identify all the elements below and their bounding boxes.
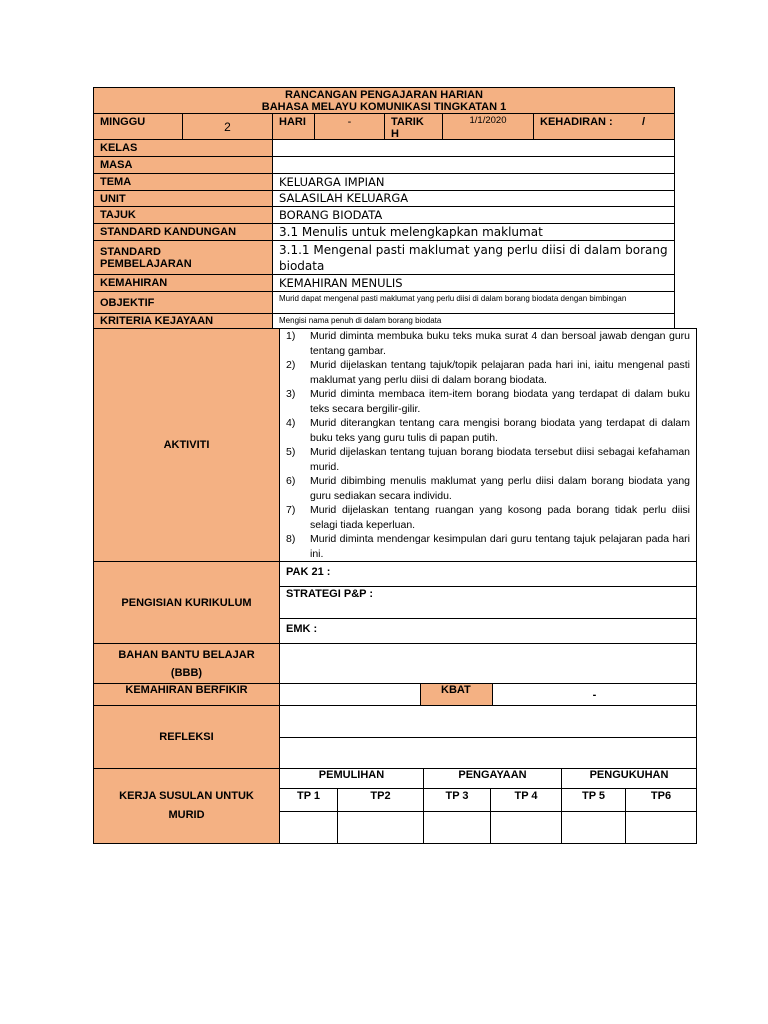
tajuk-label: TAJUK [93,206,273,224]
aktiviti-item: Murid dijelaskan tentang ruangan yang kosong pada borang tidak perlu diisi selagi tiada keperluan. [310,504,690,531]
aktiviti-item: Murid dijelaskan tentang tajuk/topik pelajaran pada hari ini, iaitu mengenal pasti maklumat yang perlu diisi di dalam borang biodata. [310,359,690,386]
tp4-header: TP 4 [490,788,562,812]
tajuk-value: BORANG BIODATA [272,206,675,224]
bbb-label: BAHAN BANTU BELAJAR (BBB) [93,643,280,684]
kehadiran-label: KEHADIRAN : [540,116,613,128]
standard-pembelajaran-label: STANDARD PEMBELAJARAN [93,240,273,275]
tp1-header: TP 1 [279,788,338,812]
pemulihan-header: PEMULIHAN [279,768,424,789]
kemahiran-value: KEMAHIRAN MENULIS [272,274,675,292]
aktiviti-item: Murid diterangkan tentang cara mengisi borang biodata yang terdapat di dalam buku teks yang guru tulis di papan putih. [310,417,690,444]
aktiviti-item: Murid dibimbing menulis maklumat yang perlu diisi dalam borang biodata yang guru sediakan secara individu. [310,475,690,502]
tarikh-value: 1/1/2020 [442,113,534,140]
tp5-value [561,811,626,844]
bbb-value [279,643,697,684]
kehadiran-cell [533,113,675,140]
pengisian-kurikulum-label: PENGISIAN KURIKULUM [93,561,280,644]
tp6-value [625,811,697,844]
hari-value: - [314,113,385,140]
refleksi-row-2 [279,737,697,769]
tp2-header: TP2 [337,788,424,812]
tp3-header: TP 3 [423,788,491,812]
minggu-label: MINGGU [93,113,183,140]
kemahiran-berfikir-value [279,683,421,706]
emk-cell: EMK : [279,618,697,644]
pengukuhan-header: PENGUKUHAN [561,768,697,789]
aktiviti-item: Murid diminta membuka buku teks muka surat 4 dan bersoal jawab dengan guru tentang gambar. [310,330,690,357]
kbat-value: - [492,683,697,706]
kemahiran-berfikir-label: KEMAHIRAN BERFIKIR [93,683,280,706]
kelas-value [272,139,675,157]
aktiviti-list [280,329,696,561]
tp3-value [423,811,491,844]
kemahiran-label: KEMAHIRAN [93,274,273,292]
unit-value: SALASILAH KELUARGA [272,190,675,207]
standard-pembelajaran-value: 3.1.1 Mengenal pasti maklumat yang perlu diisi di dalam borang biodata [272,240,675,275]
pengayaan-header: PENGAYAAN [423,768,562,789]
aktiviti-item: Murid diminta mendengar kesimpulan dari guru tentang tajuk pelajaran pada hari ini. [310,533,690,560]
strategi-cell: STRATEGI P&P : [279,586,697,619]
masa-label: MASA [93,156,273,174]
objektif-label: OBJEKTIF [93,291,273,314]
tp5-header: TP 5 [561,788,626,812]
objektif-value: Murid dapat mengenal pasti maklumat yang perlu diisi di dalam borang biodata dengan bimbingan [272,291,675,314]
aktiviti-item: Murid dijelaskan tentang tujuan borang biodata tersebut diisi sebagai kefahaman murid. [310,446,690,473]
kriteria-value: Mengisi nama penuh di dalam borang biodata [272,313,675,329]
kriteria-label: KRITERIA KEJAYAAN [93,313,273,329]
tema-value: KELUARGA IMPIAN [272,173,675,191]
plan-title: RANCANGAN PENGAJARAN HARIAN [284,88,483,101]
aktiviti-item: Murid diminta membaca item-item borang biodata yang terdapat di dalam buku teks secara bergilir-gilir. [310,388,690,415]
kerja-susulan-label: KERJA SUSULAN UNTUK MURID [93,768,280,844]
masa-value [272,156,675,174]
kelas-label: KELAS [93,139,273,157]
tp6-header: TP6 [625,788,697,812]
standard-kandungan-label: STANDARD KANDUNGAN [93,223,273,241]
plan-header [93,87,675,114]
standard-kandungan-value: 3.1 Menulis untuk melengkapkan maklumat [272,223,675,241]
tp2-value [337,811,424,844]
aktiviti-label: AKTIVITI [93,328,280,562]
plan-subtitle: BAHASA MELAYU KOMUNIKASI TINGKATAN 1 [261,100,507,113]
tarikh-label: TARIK H [384,113,443,140]
pak21-cell: PAK 21 : [279,561,697,587]
kehadiran-value: / [642,116,646,128]
unit-label: UNIT [93,190,273,207]
tema-label: TEMA [93,173,273,191]
refleksi-label: REFLEKSI [93,705,280,769]
refleksi-row-1 [279,705,697,738]
aktiviti-list-cell [279,328,697,562]
tp4-value [490,811,562,844]
tp1-value [279,811,338,844]
kbat-label: KBAT [420,683,493,706]
minggu-value: 2 [182,113,273,140]
hari-label: HARI [272,113,315,140]
